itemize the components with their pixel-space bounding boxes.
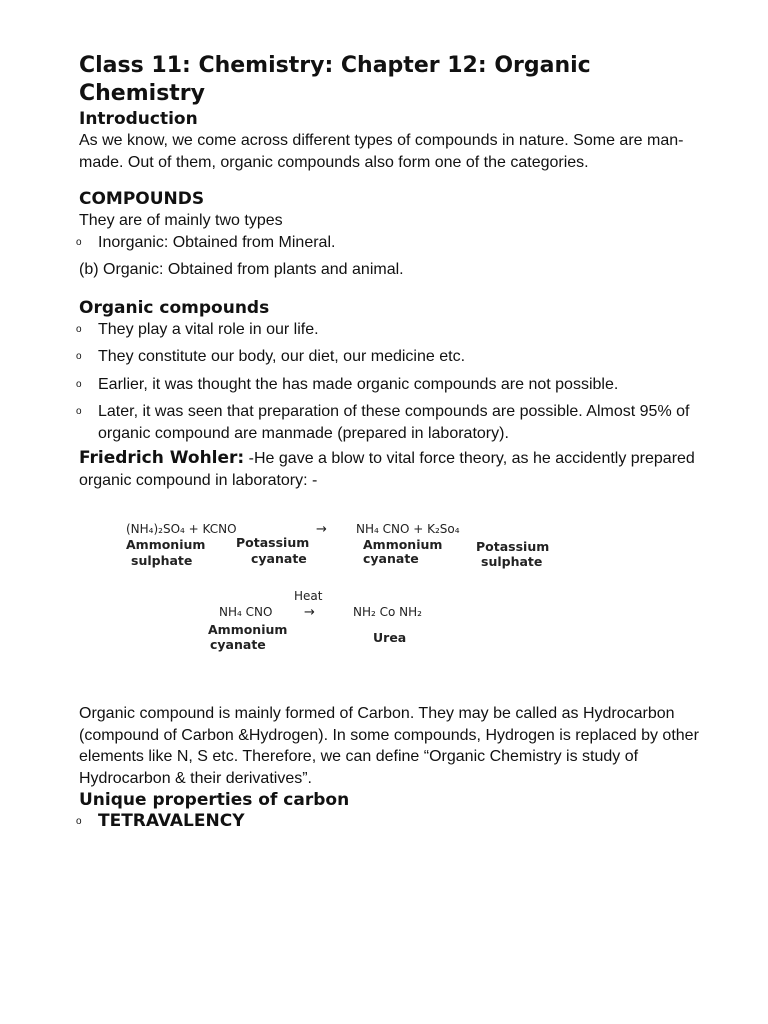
list-item-text: Later, it was seen that preparation of these compounds are possible. Almost 95% of organic compound are manmade (prepared in laboratory). xyxy=(98,403,690,442)
label-urea: Urea xyxy=(373,630,407,645)
organic-list xyxy=(76,319,718,445)
list-item-text: Inorganic: Obtained from Mineral. xyxy=(98,233,336,251)
bullet-icon: o xyxy=(76,236,82,248)
label-cyanate: cyanate xyxy=(251,551,307,566)
list-item xyxy=(76,401,718,444)
carbon-paragraph: Organic compound is mainly formed of Carbon. They may be called as Hydrocarbon (compound of Carbon &Hydrogen). In some compounds, Hydrogen is replaced by other elements like N, S etc. Therefore, we can define “Organic Chemistry is study of Hydrocarbon & their derivatives”. xyxy=(79,705,699,787)
intro-paragraph: As we know, we come across different types of compounds in nature. Some are man-made. Out of them, organic compounds also form one of the categories. xyxy=(79,132,684,171)
list-item-text: They constitute our body, our diet, our medicine etc. xyxy=(98,348,466,365)
label-cyanate: cyanate xyxy=(363,551,419,566)
reaction-diagram xyxy=(123,505,643,675)
label-potassium: Potassium xyxy=(236,535,310,550)
compound-types-list xyxy=(76,232,718,254)
wohler-paragraph xyxy=(79,448,718,491)
label-sulphate: sulphate xyxy=(481,554,543,569)
organic-type-line: (b) Organic: Obtained from plants and animal. xyxy=(79,261,404,278)
label-cyanate: cyanate xyxy=(210,637,266,652)
list-item-text: TETRAVALENCY xyxy=(98,811,245,831)
page-title: Class 11: Chemistry: Chapter 12: Organic Chemistry xyxy=(79,53,591,106)
list-item-text: They play a vital role in our life. xyxy=(98,320,319,338)
list-item xyxy=(76,232,718,254)
eq2-left: NH₄ CNO xyxy=(219,605,273,619)
label-ammonium: Ammonium xyxy=(126,537,206,552)
label-potassium: Potassium xyxy=(476,539,550,554)
label-sulphate: sulphate xyxy=(131,553,193,568)
arrow-icon: → xyxy=(304,605,315,620)
organic-heading: Organic compounds xyxy=(79,297,270,318)
list-item xyxy=(76,374,718,396)
eq1-right: NH₄ CNO + K₂So₄ xyxy=(356,522,460,536)
bullet-icon: o xyxy=(76,406,82,417)
list-item xyxy=(76,319,718,341)
label-ammonium: Ammonium xyxy=(363,537,443,552)
heat-label: Heat xyxy=(294,589,323,603)
arrow-icon: → xyxy=(316,522,327,537)
eq1-left: (NH₄)₂SO₄ + KCNO xyxy=(126,522,237,536)
list-item xyxy=(76,811,718,833)
list-item xyxy=(76,346,718,368)
unique-list xyxy=(76,811,718,833)
unique-heading: Unique properties of carbon xyxy=(79,790,350,810)
compounds-paragraph: They are of mainly two types xyxy=(79,212,283,229)
bullet-icon: o xyxy=(76,351,82,362)
bullet-icon: o xyxy=(76,816,82,827)
wohler-name: Friedrich Wohler: xyxy=(79,448,245,468)
label-ammonium: Ammonium xyxy=(208,622,288,637)
compounds-heading: COMPOUNDS xyxy=(79,189,205,209)
list-item-text: Earlier, it was thought the has made organic compounds are not possible. xyxy=(98,375,619,393)
bullet-icon: o xyxy=(76,323,82,335)
reaction-figure xyxy=(123,505,643,675)
intro-heading: Introduction xyxy=(79,109,198,129)
wohler-text: -He gave a blow to vital force theory, as he accidently prepared organic compound in laboratory: - xyxy=(79,450,695,489)
bullet-icon: o xyxy=(76,378,82,390)
eq2-right: NH₂ Co NH₂ xyxy=(353,605,422,619)
